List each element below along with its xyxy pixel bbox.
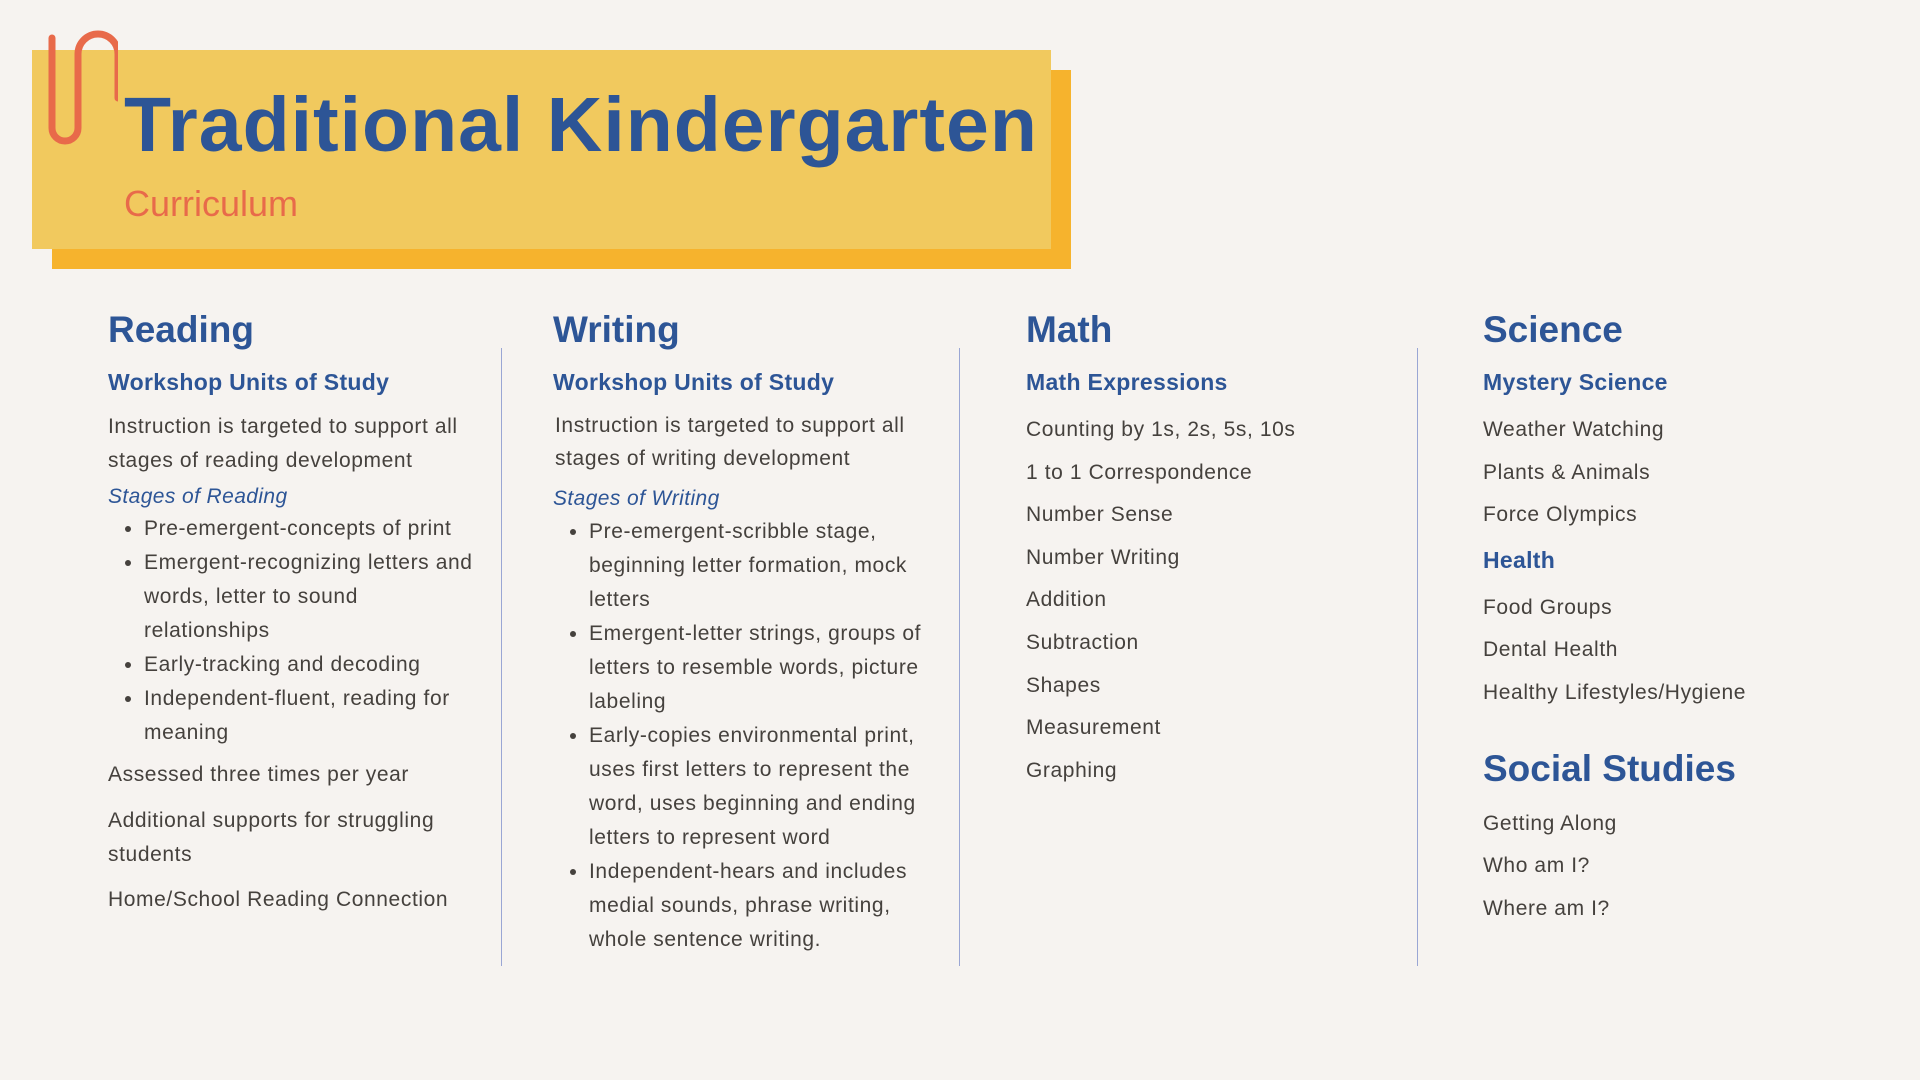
list-item: Force Olympics	[1483, 503, 1638, 527]
health-heading: Health	[1483, 546, 1556, 573]
reading-note-connection: Home/School Reading Connection	[108, 888, 449, 911]
science-subheading: Mystery Science	[1483, 369, 1668, 395]
math-heading: Math	[1026, 309, 1113, 350]
list-item: • Independent-hears and includes medial sounds, phrase writing, whole sentence writing.	[589, 855, 923, 957]
list-item: Graphing	[1026, 758, 1118, 782]
list-item: • Emergent-recognizing letters and words, letter to sound relationships	[144, 546, 478, 648]
reading-intro: Instruction is targeted to support all stages of reading development	[108, 415, 458, 472]
list-item: Number Writing	[1026, 545, 1180, 569]
writing-column	[553, 304, 923, 957]
reading-note-supports: Additional supports for struggling students	[108, 809, 435, 866]
writing-stages-label: Stages of Writing	[553, 487, 720, 510]
list-item: Food Groups	[1483, 595, 1613, 619]
math-column	[1026, 304, 1406, 792]
list-item: Plants & Animals	[1483, 460, 1651, 484]
reading-heading: Reading	[108, 309, 254, 350]
reading-note-assessed: Assessed three times per year	[108, 763, 410, 786]
social-studies-topics-list	[1483, 803, 1903, 931]
reading-stages-label: Stages of Reading	[108, 485, 288, 508]
writing-heading: Writing	[553, 309, 680, 350]
list-item: • Independent-fluent, reading for meaning	[144, 682, 478, 750]
science-column	[1483, 304, 1903, 930]
math-topics-list	[1026, 409, 1406, 792]
list-item: Addition	[1026, 588, 1107, 612]
list-item: Healthy Lifestyles/Hygiene	[1483, 680, 1747, 704]
writing-intro: Instruction is targeted to support all stages of writing development	[555, 414, 905, 470]
list-item: • Emergent-letter strings, groups of letters to resemble words, picture labeling	[589, 617, 923, 719]
reading-column	[108, 304, 478, 917]
page-title: Traditional Kindergarten	[124, 82, 1038, 168]
health-topics-list	[1483, 587, 1903, 715]
list-item: Measurement	[1026, 716, 1161, 740]
list-item: Shapes	[1026, 673, 1101, 697]
science-heading: Science	[1483, 309, 1623, 350]
column-divider-3	[1417, 348, 1418, 966]
reading-stages-list	[108, 512, 478, 750]
list-item: • Pre-emergent-concepts of print	[144, 512, 478, 546]
list-item: Dental Health	[1483, 638, 1619, 662]
list-item: Weather Watching	[1483, 418, 1665, 441]
list-item: 1 to 1 Correspondence	[1026, 460, 1253, 484]
list-item: Number Sense	[1026, 503, 1174, 527]
science-topics-list	[1483, 409, 1903, 537]
list-item: • Early-copies environmental print, uses first letters to represent the word, uses beginning and ending letters to represent word	[589, 719, 923, 855]
column-divider-1	[501, 348, 502, 966]
writing-stages-list	[553, 515, 923, 957]
list-item: • Pre-emergent-scribble stage, beginning letter formation, mock letters	[589, 515, 923, 617]
list-item: Subtraction	[1026, 630, 1139, 654]
paperclip-icon	[48, 24, 118, 150]
list-item: Where am I?	[1483, 896, 1610, 920]
list-item: Getting Along	[1483, 811, 1617, 835]
list-item: • Early-tracking and decoding	[144, 648, 478, 682]
list-item: Counting by 1s, 2s, 5s, 10s	[1026, 418, 1296, 441]
reading-subheading: Workshop Units of Study	[108, 369, 390, 395]
writing-subheading: Workshop Units of Study	[553, 369, 835, 395]
column-divider-2	[959, 348, 960, 966]
page-subtitle: Curriculum	[124, 183, 299, 224]
math-subheading: Math Expressions	[1026, 369, 1228, 395]
list-item: Who am I?	[1483, 854, 1590, 878]
social-studies-heading: Social Studies	[1483, 747, 1736, 789]
